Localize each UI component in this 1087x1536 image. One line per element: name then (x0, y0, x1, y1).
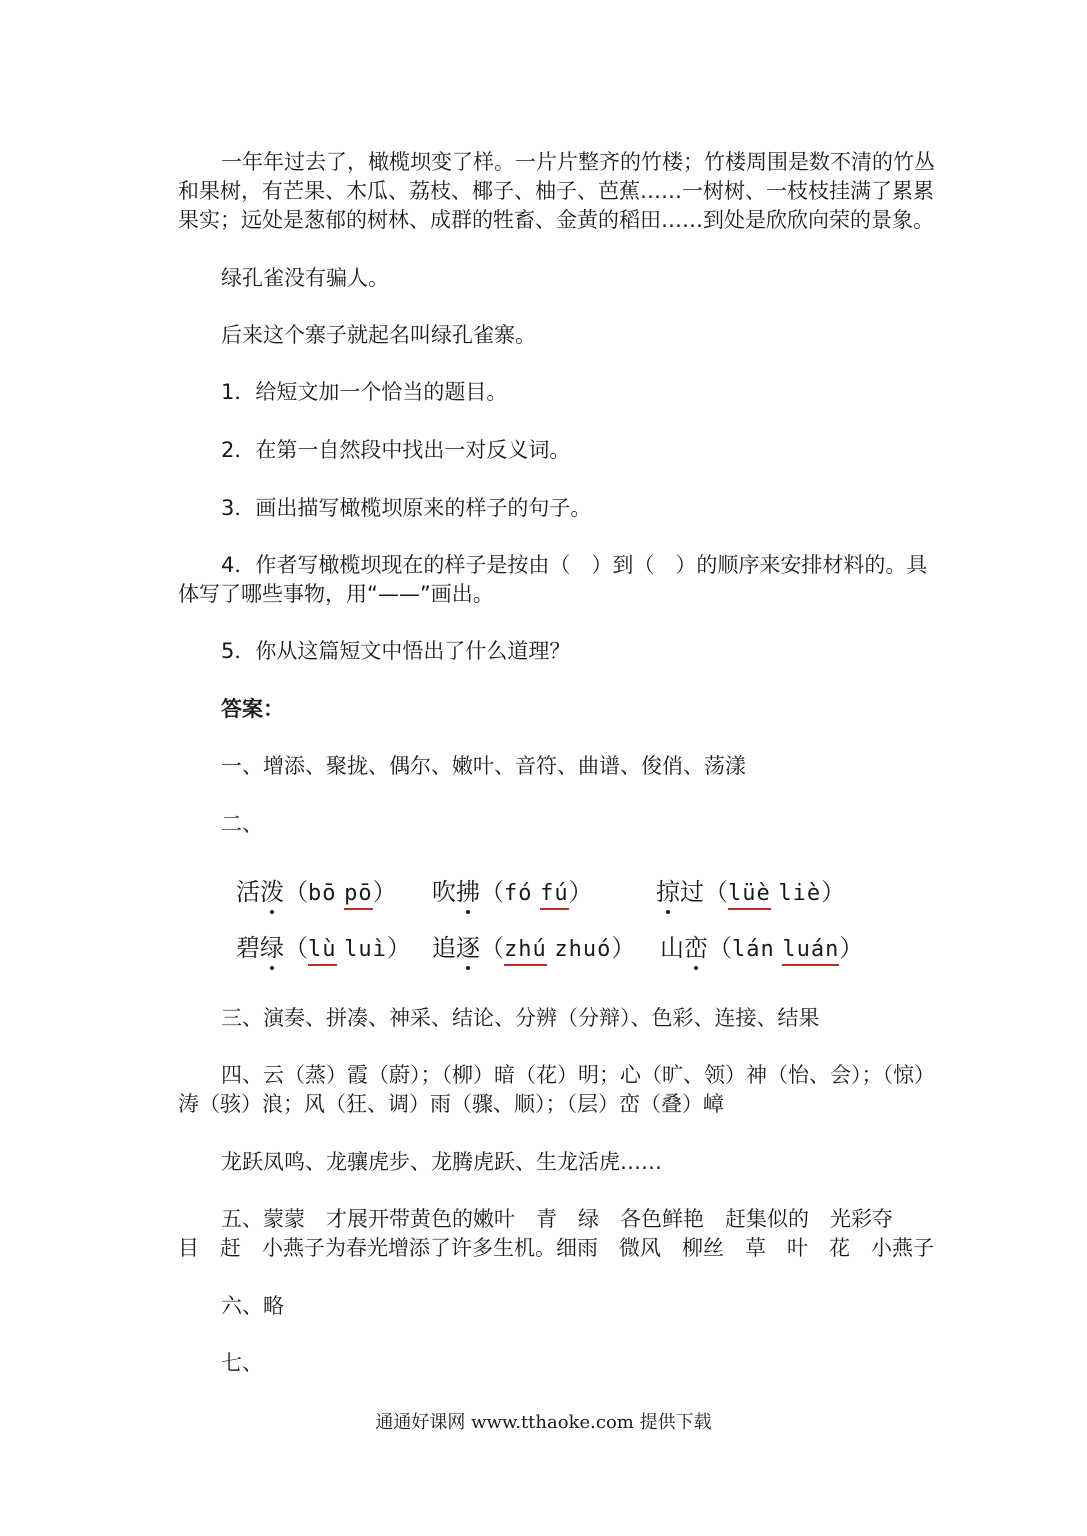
paren: ） (386, 934, 411, 962)
pinyin-correct: luán (782, 937, 839, 966)
paren: （ (708, 934, 732, 962)
pinyin-option: fó (504, 881, 533, 906)
answer-5-cont: 目 赶 小燕子为春光增添了许多生机。细雨 微风 柳丝 草 叶 花 小燕子 (178, 1236, 934, 1260)
question-5: 5．你从这篇短文中悟出了什么道理？ (221, 639, 571, 663)
dotted-char: 峦 (684, 934, 708, 962)
answer-5: 五、蒙蒙 才展开带黄色的嫩叶 青 绿 各色鲜艳 赶集似的 光彩夺 (221, 1207, 893, 1231)
pinyin-item (236, 928, 411, 963)
paren: （ (284, 934, 308, 962)
paragraph-line: 果实；远处是葱郁的树林、成群的牲畜、金黄的稻田……到处是欣欣向荣的景象。 (178, 208, 934, 232)
answer-2: 二、 (221, 812, 263, 836)
pinyin-correct: zhú (504, 937, 547, 966)
pinyin-item (660, 928, 863, 963)
word-char: 吹 (432, 878, 456, 906)
answer-6: 六、略 (221, 1294, 284, 1318)
paragraph-text: 绿孔雀没有骗人。 (221, 266, 389, 290)
question-2: 2．在第一自然段中找出一对反义词。 (221, 438, 571, 462)
question-3: 3．画出描写橄榄坝原来的样子的句子。 (221, 496, 592, 520)
answer-3: 三、演奏、拼凑、神采、结论、分辨（分辩）、色彩、连接、结果 (221, 1006, 820, 1030)
dotted-char: 泼 (260, 878, 284, 906)
paren: ） (372, 878, 397, 906)
paren: （ (480, 934, 504, 962)
pinyin-correct: pō (344, 881, 373, 910)
pinyin-item (432, 928, 635, 963)
paren: ） (821, 878, 846, 906)
answer-4-cont: 涛（骇）浪；风（狂、调）雨（骤、顺）；（层）峦（叠）嶂 (178, 1092, 724, 1116)
pinyin-item (236, 872, 397, 907)
pinyin-option: luì (344, 937, 387, 962)
paragraph-text: 后来这个寨子就起名叫绿孔雀寨。 (221, 323, 536, 347)
pinyin-correct: lù (308, 937, 337, 966)
paren: ） (839, 934, 864, 962)
pinyin-item (656, 872, 845, 907)
paren: ） (611, 934, 636, 962)
dotted-char: 逐 (456, 934, 480, 962)
word-char: 山 (660, 934, 684, 962)
pinyin-correct: lüè (728, 881, 771, 910)
dotted-char: 掠 (656, 878, 680, 906)
word-char: 活 (236, 878, 260, 906)
word-char: 过 (680, 878, 704, 906)
dotted-char: 绿 (260, 934, 284, 962)
pinyin-option: lán (732, 937, 775, 962)
paragraph-line: 和果树，有芒果、木瓜、荔枝、椰子、柚子、芭蕉……一树树、一枝枝挂满了累累 (178, 179, 934, 203)
question-4-cont: 体写了哪些事物，用“——”画出。 (178, 582, 494, 606)
paren: （ (284, 878, 308, 906)
pinyin-option: zhuó (554, 937, 612, 962)
page-footer: 通通好课网 www.tthaoke.com 提供下载 (375, 1412, 712, 1433)
pinyin-image (236, 868, 876, 978)
paragraph-line: 一年年过去了，橄榄坝变了样。一片片整齐的竹楼；竹楼周围是数不清的竹丛 (221, 150, 935, 174)
pinyin-correct: fú (540, 881, 569, 910)
question-1: 1．给短文加一个恰当的题目。 (221, 380, 508, 404)
dotted-char: 拂 (456, 878, 480, 906)
answer-4-extra: 龙跃凤鸣、龙骧虎步、龙腾虎跃、生龙活虎…… (221, 1150, 662, 1174)
pinyin-item (432, 872, 593, 907)
paren: ） (568, 878, 593, 906)
question-4: 4．作者写橄榄坝现在的样子是按由（ ）到（ ）的顺序来安排材料的。具 (221, 553, 928, 577)
paren: （ (704, 878, 728, 906)
paren: （ (480, 878, 504, 906)
word-char: 追 (432, 934, 456, 962)
pinyin-option: bō (308, 881, 337, 906)
answer-1: 一、增添、聚拢、偶尔、嫩叶、音符、曲谱、俊俏、荡漾 (221, 754, 746, 778)
pinyin-option: liè (778, 881, 822, 906)
answer-4: 四、云（蒸）霞（蔚）；（柳）暗（花）明；心（旷、领）神（怡、会）；（惊） (221, 1063, 935, 1087)
word-char: 碧 (236, 934, 260, 962)
answer-7: 七、 (221, 1351, 263, 1375)
answers-heading: 答案： (221, 697, 284, 721)
